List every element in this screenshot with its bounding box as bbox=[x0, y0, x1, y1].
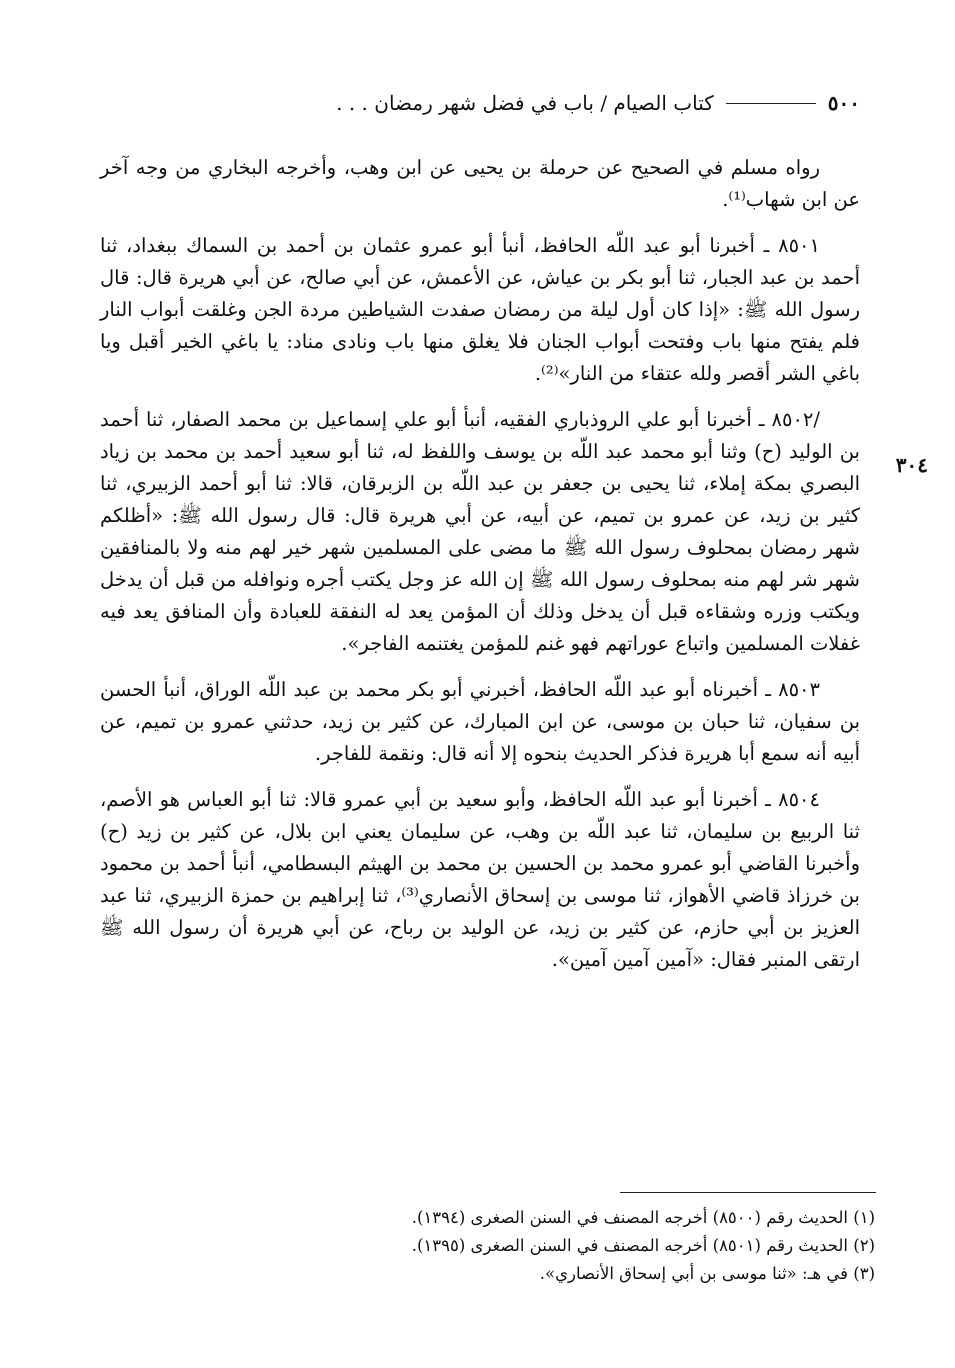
footnote-separator bbox=[620, 1192, 876, 1193]
page-number: ٥٠٠ bbox=[827, 91, 860, 115]
footnote-2: (٢) الحديث رقم (٨٥٠١) أخرجه المصنف في السنن الصغرى (١٣٩٥). bbox=[411, 1236, 875, 1255]
running-title: كتاب الصيام / باب في فضل شهر رمضان . . . bbox=[336, 91, 714, 115]
footnote-3: (٣) في هـ: «ثنا موسى بن أبي إسحاق الأنصاري». bbox=[539, 1264, 875, 1283]
hadith-8503: ٨٥٠٣ ـ أخبرناه أبو عبد اللّه الحافظ، أخبرني أبو بكر محمد بن عبد اللّه الوراق، أنبأ الحسن بن سفيان، ثنا حبان بن موسى، عن ابن المبارك، عن كثير بن زيد، حدثني عمرو بن تميم، عن أبيه أنه سمع أبا هريرة فذكر الحديث بنحوه إلا أنه قال: ونقمة للفاجر. bbox=[100, 678, 860, 765]
footnotes bbox=[300, 1204, 875, 1288]
hadith-8504: ٨٥٠٤ ـ أخبرنا أبو عبد اللّه الحافظ، وأبو سعيد بن أبي عمرو قالا: ثنا أبو العباس هو الأصم، ثنا الربيع بن سليمان، ثنا عبد اللّه بن وهب، عن سليمان يعني ابن بلال، عن كثير بن زيد (ح) وأخبرنا القاضي أبو عمرو محمد بن الحسين بن محمد بن الهيثم البسطامي، أنبأ أحمد بن محمود بن خرزاذ قاضي الأهواز، ثنا موسى بن إسحاق الأنصاري⁽³⁾، ثنا إبراهيم بن حمزة الزبيري، ثنا عبد العزيز بن أبي حازم، عن كثير بن زيد، عن الوليد بن رباح، عن أبي هريرة أن رسول الله ﷺ ارتقى المنبر فقال: «آمين آمين آمين». bbox=[100, 788, 860, 971]
header-rule bbox=[726, 103, 816, 104]
footnote-1: (١) الحديث رقم (٨٥٠٠) أخرجه المصنف في السنن الصغرى (١٣٩٤). bbox=[411, 1208, 875, 1227]
hadith-8502: /٨٥٠٢ ـ أخبرنا أبو علي الروذباري الفقيه، أنبأ أبو علي إسماعيل بن محمد الصفار، ثنا أحمد بن الوليد (ح) وثنا أبو محمد عبد اللّه بن يوسف واللفظ له، ثنا أبو سعيد أحمد بن محمد بن زياد البصري بمكة إملاء، ثنا يحيى بن جعفر بن عبد اللّه بن الزبرقان، قالا: ثنا أبو أحمد الزبيري، ثنا كثير بن زيد، عن عمرو بن تميم، عن أبيه، عن أبي هريرة قال: قال رسول الله ﷺ: «أظلكم شهر رمضان بمحلوف رسول الله ﷺ ما مضى على المسلمين شهر خير لهم منه ولا بالمنافقين شهر شر لهم منه بمحلوف رسول الله ﷺ إن الله عز وجل يكتب أجره ونوافله من قبل أن يدخل ويكتب وزره وشقاءه قبل أن يدخل وذلك أن المؤمن يعد له النفقة للعبادة وأن المنافق يعد فيه غفلات المسلمين واتباع عوراتهم فهو غنم للمؤمن يغتنمه الفاجر». bbox=[100, 408, 860, 655]
paragraph-intro: رواه مسلم في الصحيح عن حرملة بن يحيى عن ابن وهب، وأخرجه البخاري من وجه آخر عن ابن شهاب⁽¹⁾. bbox=[100, 156, 860, 211]
main-text bbox=[100, 152, 860, 990]
hadith-8501: ٨٥٠١ ـ أخبرنا أبو عبد اللّه الحافظ، أنبأ أبو عمرو عثمان بن أحمد بن السماك ببغداد، ثنا أحمد بن عبد الجبار، ثنا أبو بكر بن عياش، عن الأعمش، عن أبي صالح، عن أبي هريرة قال: قال رسول الله ﷺ: «إذا كان أول ليلة من رمضان صفدت الشياطين مردة الجن وغلقت أبواب النار فلم يفتح منها باب وفتحت أبواب الجنان فلا يغلق منها باب ونادى مناد: يا باغي الخير أقبل ويا باغي الشر أقصر ولله عتقاء من النار»⁽²⁾. bbox=[100, 234, 860, 385]
running-header bbox=[110, 86, 860, 120]
margin-page-reference: ٣٠٤ bbox=[895, 453, 928, 477]
